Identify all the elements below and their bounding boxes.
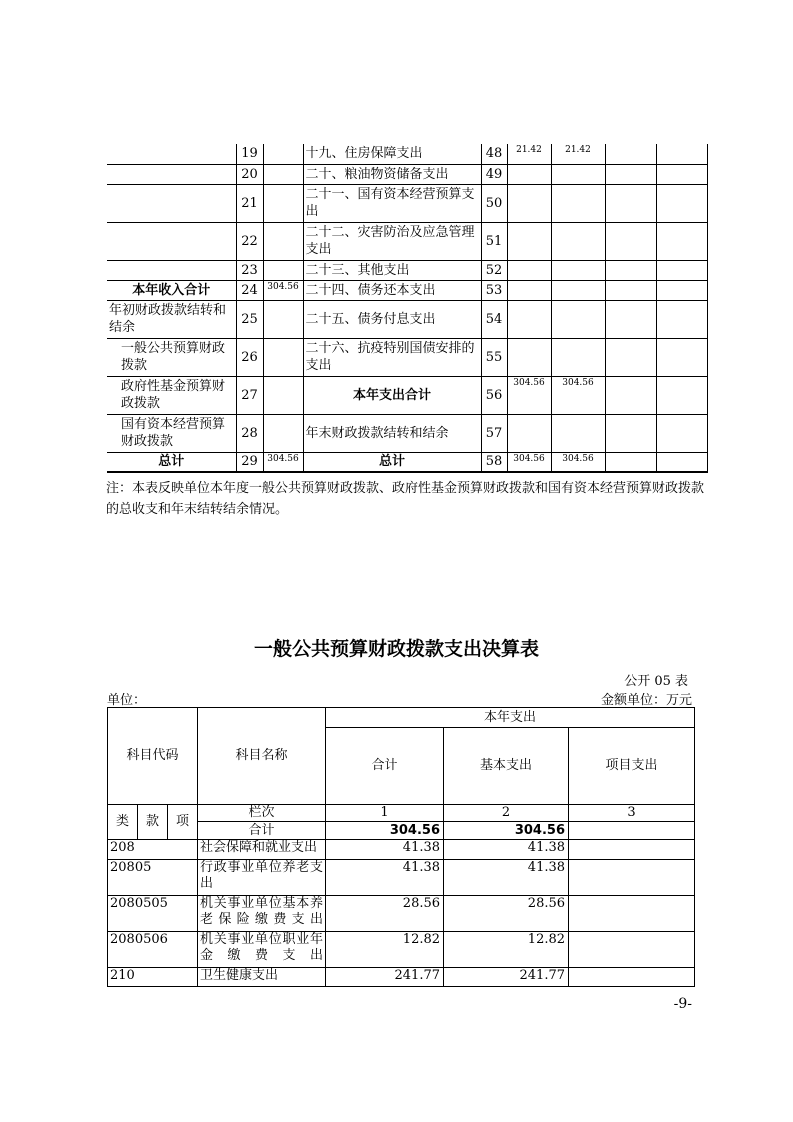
right-label: 二十五、债务付息支出 [303,300,481,338]
amount-total: 241.77 [326,968,444,987]
page-title: 一般公共预算财政拨款支出决算表 [253,638,539,660]
left-label: 总计 [107,452,236,472]
value-col-3 [605,164,656,184]
table-row [107,414,707,452]
right-label: 二十一、国有资本经营预算支出 [303,184,481,222]
subject-name: 卫生健康支出 [198,968,326,987]
value-col-4 [656,414,707,452]
column-number-2: 2 [444,805,569,822]
left-row-number: 24 [236,280,263,300]
value-col-4 [656,338,707,376]
left-row-number: 25 [236,300,263,338]
subject-code: 20805 [108,860,198,896]
left-row-number: 29 [236,452,263,472]
value-col-3 [605,300,656,338]
amount-basic: 41.38 [444,860,569,896]
left-label [107,164,236,184]
value-col-2 [551,222,605,260]
left-label [107,260,236,280]
table-row [107,144,707,164]
value-col-1 [507,164,551,184]
amount-basic: 28.56 [444,896,569,932]
left-value: 304.56 [263,452,303,472]
right-label: 本年支出合计 [303,376,481,414]
value-col-2: 304.56 [551,376,605,414]
value-col-3 [605,222,656,260]
left-row-number: 21 [236,184,263,222]
value-col-1 [507,338,551,376]
left-value: 304.56 [263,280,303,300]
subject-name: 机关事业单位职业年金缴费支出 [198,932,326,968]
amount-project [569,860,695,896]
value-col-2 [551,414,605,452]
value-col-2 [551,260,605,280]
value-col-2 [551,164,605,184]
value-col-3 [605,414,656,452]
left-row-number: 27 [236,376,263,414]
right-row-number: 54 [481,300,507,338]
left-row-number: 20 [236,164,263,184]
amount-basic: 241.77 [444,968,569,987]
value-col-1 [507,300,551,338]
value-col-3 [605,376,656,414]
value-col-4 [656,280,707,300]
table-row [107,300,707,338]
value-col-4 [656,376,707,414]
right-label: 十九、住房保障支出 [303,144,481,164]
left-label [107,222,236,260]
amount-project [569,840,695,860]
left-value [263,376,303,414]
right-label: 二十二、灾害防治及应急管理支出 [303,222,481,260]
header-column-no: 栏次 [198,805,326,822]
value-col-1: 304.56 [507,452,551,472]
subject-code: 2080506 [108,932,198,968]
right-row-number: 49 [481,164,507,184]
table-row [107,280,707,300]
right-row-number: 53 [481,280,507,300]
income-expense-summary-table [107,144,708,473]
value-col-3 [605,260,656,280]
right-row-number: 50 [481,184,507,222]
value-col-1: 21.42 [507,144,551,164]
table-row [107,184,707,222]
right-row-number: 58 [481,452,507,472]
right-row-number: 48 [481,144,507,164]
table-note: 注：本表反映单位本年度一般公共预算财政拨款、政府性基金预算财政拨款和国有资本经营预算财政拨款的总收支和年末结转结余情况。 [106,481,705,517]
header-subject-name: 科目名称 [198,708,326,805]
value-col-1 [507,280,551,300]
value-col-2: 304.56 [551,452,605,472]
value-col-2 [551,184,605,222]
left-value [263,184,303,222]
subject-code: 2080505 [108,896,198,932]
right-label: 年末财政拨款结转和结余 [303,414,481,452]
header-current-year: 本年支出 [326,708,695,728]
value-col-2: 21.42 [551,144,605,164]
column-number-1: 1 [326,805,444,822]
left-row-number: 26 [236,338,263,376]
left-row-number: 28 [236,414,263,452]
right-row-number: 51 [481,222,507,260]
subject-name: 行政事业单位养老支出 [198,860,326,896]
table-row [108,840,695,860]
header-subject-code: 科目代码 [108,708,198,805]
left-value [263,164,303,184]
amount-project [569,932,695,968]
left-row-number: 22 [236,222,263,260]
left-label: 国有资本经营预算财政拨款 [107,414,236,452]
value-col-4 [656,452,707,472]
amount-project [569,968,695,987]
header-project: 项目支出 [569,728,695,805]
subject-name: 机关事业单位基本养老保险缴费支出 [198,896,326,932]
value-col-1: 304.56 [507,376,551,414]
amount-basic: 12.82 [444,932,569,968]
table-row [108,968,695,987]
value-col-2 [551,338,605,376]
left-label [107,184,236,222]
left-value [263,300,303,338]
amount-basic: 41.38 [444,840,569,860]
amount-total: 28.56 [326,896,444,932]
left-label: 年初财政拨款结转和结余 [107,300,236,338]
total-amount: 304.56 [326,822,444,840]
subject-name: 社会保障和就业支出 [198,840,326,860]
value-col-1 [507,184,551,222]
table-row [108,932,695,968]
left-value [263,222,303,260]
amount-project [569,896,695,932]
header-section: 款 [138,805,168,840]
left-label: 一般公共预算财政拨款 [107,338,236,376]
right-row-number: 57 [481,414,507,452]
right-row-number: 55 [481,338,507,376]
table-row [108,860,695,896]
header-item: 项 [168,805,198,840]
value-col-3 [605,144,656,164]
value-col-3 [605,338,656,376]
value-col-2 [551,300,605,338]
subject-code: 208 [108,840,198,860]
left-value [263,338,303,376]
right-label: 二十三、其他支出 [303,260,481,280]
left-label: 本年收入合计 [107,280,236,300]
right-label: 二十、粮油物资储备支出 [303,164,481,184]
left-value [263,260,303,280]
total-project [569,822,695,840]
value-col-4 [656,300,707,338]
table-row [108,896,695,932]
value-col-1 [507,414,551,452]
amount-total: 41.38 [326,860,444,896]
table-row [107,452,707,472]
table-row [107,164,707,184]
table-row [107,260,707,280]
value-col-4 [656,184,707,222]
value-col-2 [551,280,605,300]
right-label: 二十六、抗疫特别国债安排的支出 [303,338,481,376]
left-value [263,414,303,452]
right-row-number: 52 [481,260,507,280]
value-col-1 [507,260,551,280]
form-code: 公开 05 表 [624,674,688,689]
value-col-3 [605,280,656,300]
value-col-1 [507,222,551,260]
value-col-4 [656,260,707,280]
value-col-3 [605,452,656,472]
total-label: 合计 [198,822,326,840]
column-number-3: 3 [569,805,695,822]
header-basic: 基本支出 [444,728,569,805]
right-row-number: 56 [481,376,507,414]
left-label: 政府性基金预算财政拨款 [107,376,236,414]
value-col-4 [656,144,707,164]
left-row-number: 19 [236,144,263,164]
value-col-3 [605,184,656,222]
left-value [263,144,303,164]
total-basic: 304.56 [444,822,569,840]
table-row [107,376,707,414]
subject-code: 210 [108,968,198,987]
value-col-4 [656,222,707,260]
table-row [107,222,707,260]
right-label: 二十四、债务还本支出 [303,280,481,300]
left-row-number: 23 [236,260,263,280]
amount-unit-label: 金额单位：万元 [600,693,692,708]
expenditure-table [107,707,695,987]
page-number: -9- [673,996,692,1012]
header-category: 类 [108,805,138,840]
amount-total: 12.82 [326,932,444,968]
left-label [107,144,236,164]
header-total: 合计 [326,728,444,805]
header-row [108,708,695,728]
unit-label: 单位： [107,693,147,708]
right-label: 总计 [303,452,481,472]
value-col-4 [656,164,707,184]
table-row [107,338,707,376]
amount-total: 41.38 [326,840,444,860]
column-number-row [108,805,695,822]
